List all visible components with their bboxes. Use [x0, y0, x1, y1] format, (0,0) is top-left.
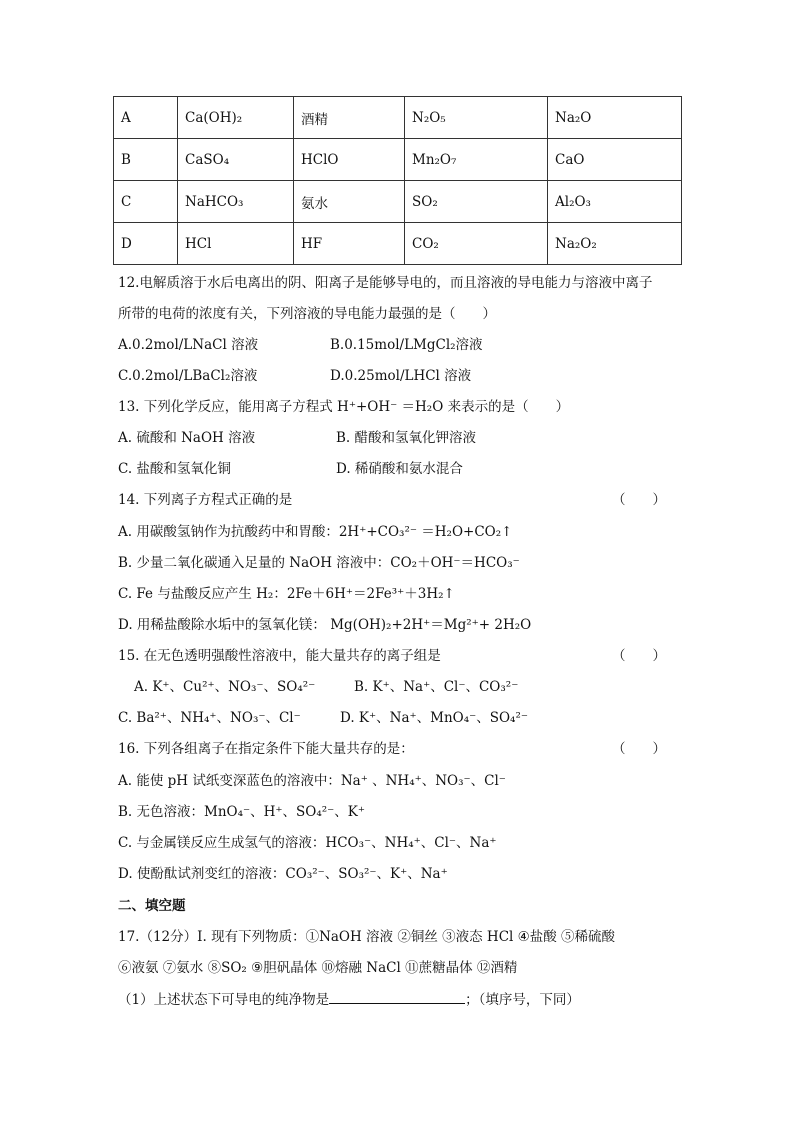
q15-option-d: D. K⁺、Na⁺、MnO₄⁻、SO₄²⁻	[340, 710, 529, 726]
q12-stem-line1: 12.电解质溶于水后电离出的阴、阳离子是能够导电的，而且溶液的导电能力与溶液中离子	[118, 275, 653, 291]
q12-option-b: B.0.15mol/LMgCl₂溶液	[330, 337, 483, 353]
q16-option-d: D. 使酚酞试剂变红的溶液：CO₃²⁻、SO₃²⁻、K⁺、Na⁺	[118, 866, 448, 882]
table-cell: SO₂	[405, 181, 548, 223]
q13-option-a: A. 硫酸和 NaOH 溶液	[118, 430, 256, 446]
table-cell: CO₂	[405, 223, 548, 265]
q14-option-a: A. 用碳酸氢钠作为抗酸药中和胃酸：2H⁺+CO₃²⁻ ＝H₂O+CO₂↑	[118, 524, 513, 540]
q13-option-b: B. 醋酸和氢氧化钾溶液	[336, 430, 477, 446]
table-cell: 酒精	[294, 97, 405, 139]
q14-answer-paren: （ ）	[612, 492, 666, 508]
option-letter-cell: B	[114, 139, 178, 181]
q17-sub1-suffix: ；（填序号，下同）	[465, 992, 580, 1008]
q17-sub1	[118, 989, 580, 1010]
q15-option-a: A. K⁺、Cu²⁺、NO₃⁻、SO₄²⁻	[134, 679, 316, 695]
table-cell: N₂O₅	[405, 97, 548, 139]
options-table	[113, 96, 682, 265]
q12-option-c: C.0.2mol/LBaCl₂溶液	[118, 368, 258, 384]
q16-option-b: B. 无色溶液：MnO₄⁻、H⁺、SO₄²⁻、K⁺	[118, 804, 366, 820]
table-cell: Al₂O₃	[548, 181, 682, 223]
q16-option-a: A. 能使 pH 试纸变深蓝色的溶液中：Na⁺ 、NH₄⁺、NO₃⁻、Cl⁻	[118, 773, 506, 789]
table-cell: HClO	[294, 139, 405, 181]
q12-stem-line2: 所带的电荷的浓度有关，下列溶液的导电能力最强的是（ ）	[118, 306, 496, 322]
q13-stem: 13. 下列化学反应，能用离子方程式 H⁺+OH⁻ ＝H₂O 来表示的是（ ）	[118, 399, 570, 415]
table-cell: NaHCO₃	[178, 181, 294, 223]
table-cell: CaO	[548, 139, 682, 181]
q15-stem: 15. 在无色透明强酸性溶液中，能大量共存的离子组是	[118, 648, 441, 664]
option-letter-cell: C	[114, 181, 178, 223]
table-cell: Ca(OH)₂	[178, 97, 294, 139]
table-cell: CaSO₄	[178, 139, 294, 181]
table-cell: HF	[294, 223, 405, 265]
table-cell: Na₂O₂	[548, 223, 682, 265]
q16-stem: 16. 下列各组离子在指定条件下能大量共存的是：	[118, 741, 414, 757]
table-row	[114, 139, 682, 181]
q14-option-d: D. 用稀盐酸除水垢中的氢氧化镁： Mg(OH)₂+2H⁺＝Mg²⁺+ 2H₂O	[118, 617, 532, 633]
option-letter-cell: A	[114, 97, 178, 139]
answer-blank[interactable]	[329, 989, 465, 1004]
q14-option-c: C. Fe 与盐酸反应产生 H₂：2Fe＋6H⁺＝2Fe³⁺＋3H₂↑	[118, 586, 455, 602]
table-cell: 氨水	[294, 181, 405, 223]
table-cell: HCl	[178, 223, 294, 265]
options-table-body	[114, 97, 682, 265]
q14-option-b: B. 少量二氧化碳通入足量的 NaOH 溶液中：CO₂＋OH⁻＝HCO₃⁻	[118, 555, 520, 571]
q16-answer-paren: （ ）	[612, 741, 666, 757]
q13-option-c: C. 盐酸和氢氧化铜	[118, 461, 231, 477]
q16-option-c: C. 与金属镁反应生成氢气的溶液：HCO₃⁻、NH₄⁺、Cl⁻、Na⁺	[118, 835, 497, 851]
table-cell: Na₂O	[548, 97, 682, 139]
q17-line2: ⑥液氨 ⑦氨水 ⑧SO₂ ⑨胆矾晶体 ⑩熔融 NaCl ⑪蔗糖晶体 ⑫酒精	[118, 960, 518, 976]
section-title-fill-in: 二、填空题	[118, 898, 186, 914]
q17-sub1-prefix: （1）上述状态下可导电的纯净物是	[118, 992, 330, 1008]
q17-line1: 17.（12分）Ⅰ. 现有下列物质：①NaOH 溶液 ②铜丝 ③液态 HCl ④盐酸 ⑤稀硫酸	[118, 929, 616, 945]
q14-stem: 14. 下列离子方程式正确的是	[118, 492, 293, 508]
q13-option-d: D. 稀硝酸和氨水混合	[336, 461, 463, 477]
q15-option-c: C. Ba²⁺、NH₄⁺、NO₃⁻、Cl⁻	[118, 710, 301, 726]
q15-option-b: B. K⁺、Na⁺、Cl⁻、CO₃²⁻	[354, 679, 519, 695]
option-letter-cell: D	[114, 223, 178, 265]
table-row	[114, 97, 682, 139]
table-cell: Mn₂O₇	[405, 139, 548, 181]
table-row	[114, 223, 682, 265]
table-row	[114, 181, 682, 223]
q15-answer-paren: （ ）	[612, 648, 666, 664]
q12-option-d: D.0.25mol/LHCl 溶液	[330, 368, 472, 384]
q12-option-a: A.0.2mol/LNaCl 溶液	[118, 337, 259, 353]
